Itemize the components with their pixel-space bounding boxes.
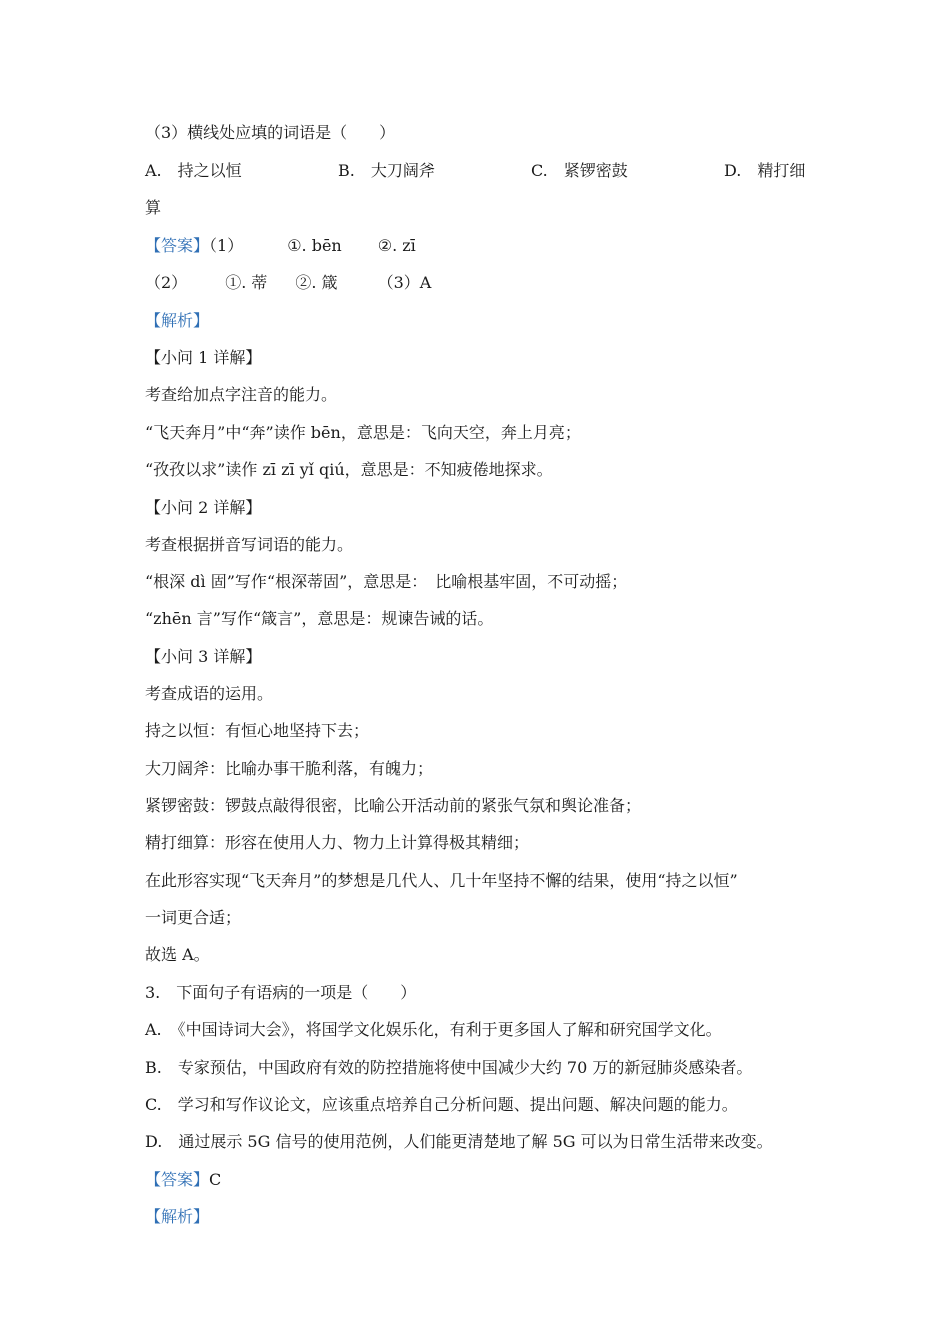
answer-1-number: （1） — [209, 236, 244, 255]
answer-label: 【答案】 — [145, 1170, 210, 1189]
answer-1-a: ①. bēn — [287, 236, 342, 255]
sub-2-line: “根深 dì 固”写作“根深蒂固”，意思是： 比喻根基牢固，不可动摇； — [145, 572, 628, 591]
question-next-option: A. 《中国诗词大会》，将国学文化娱乐化，有利于更多国人了解和研究国学文化。 — [145, 1020, 722, 1039]
answer-line-2 — [145, 272, 431, 294]
question-next-option: C. 学习和写作议论文，应该重点培养自己分析问题、提出问题、解决问题的能力。 — [145, 1095, 738, 1114]
sub-3-line: 精打细算：形容在使用人力、物力上计算得极其精细； — [145, 833, 530, 852]
sub-3-line: 持之以恒：有恒心地坚持下去； — [145, 721, 370, 740]
answer-value: C — [209, 1170, 222, 1189]
answer-label: 【答案】 — [145, 236, 210, 255]
option-a: A. 持之以恒 — [145, 161, 242, 180]
question-3-stem: （3）横线处应填的词语是（ ） — [145, 123, 396, 142]
sub-3-line: 故选 A。 — [145, 945, 210, 964]
option-b: B. 大刀阔斧 — [338, 161, 435, 180]
analysis-label: 【解析】 — [145, 1207, 210, 1226]
sub-3-line: 在此形容实现“飞天奔月”的梦想是几代人、几十年坚持不懈的结果，使用“持之以恒” — [145, 871, 738, 890]
answer-2-b: ②. 箴 — [295, 273, 338, 292]
question-next-option: D. 通过展示 5G 信号的使用范例，人们能更清楚地了解 5G 可以为日常生活带来改变。 — [145, 1132, 773, 1151]
answer-line-1 — [145, 235, 416, 257]
sub-2-line: 考查根据拼音写词语的能力。 — [145, 535, 354, 554]
answer-1-b: ②. zī — [377, 236, 416, 255]
option-c: C. 紧锣密鼓 — [531, 161, 628, 180]
sub-3-title: 【小问 3 详解】 — [145, 647, 262, 666]
sub-2-title: 【小问 2 详解】 — [145, 498, 262, 517]
sub-1-title: 【小问 1 详解】 — [145, 348, 262, 367]
option-d-wrap: 算 — [145, 198, 162, 217]
answer-2-number: （2） — [145, 273, 188, 292]
sub-3-line: 考查成语的运用。 — [145, 684, 274, 703]
sub-1-line: 考查给加点字注音的能力。 — [145, 385, 338, 404]
question-next-option: B. 专家预估，中国政府有效的防控措施将使中国减少大约 70 万的新冠肺炎感染者。 — [145, 1058, 753, 1077]
sub-3-line: 一词更合适； — [145, 908, 242, 927]
answer-line-next — [145, 1169, 221, 1191]
question-next-stem: 3. 下面句子有语病的一项是（ ） — [145, 983, 417, 1002]
sub-3-line: 紧锣密鼓：锣鼓点敲得很密，比喻公开活动前的紧张气氛和舆论准备； — [145, 796, 642, 815]
sub-1-line: “孜孜以求”读作 zī zī yǐ qiú，意思是：不知疲倦地探求。 — [145, 460, 553, 479]
sub-1-line: “飞天奔月”中“奔”读作 bēn，意思是：飞向天空，奔上月亮； — [145, 423, 581, 442]
answer-2-a: ①. 蒂 — [225, 273, 268, 292]
sub-3-line: 大刀阔斧：比喻办事干脆利落，有魄力； — [145, 759, 434, 778]
option-d: D. 精打细 — [724, 161, 806, 180]
analysis-label: 【解析】 — [145, 311, 210, 330]
answer-3: （3）A — [377, 273, 432, 292]
sub-2-line: “zhēn 言”写作“箴言”，意思是：规谏告诫的话。 — [145, 609, 494, 628]
